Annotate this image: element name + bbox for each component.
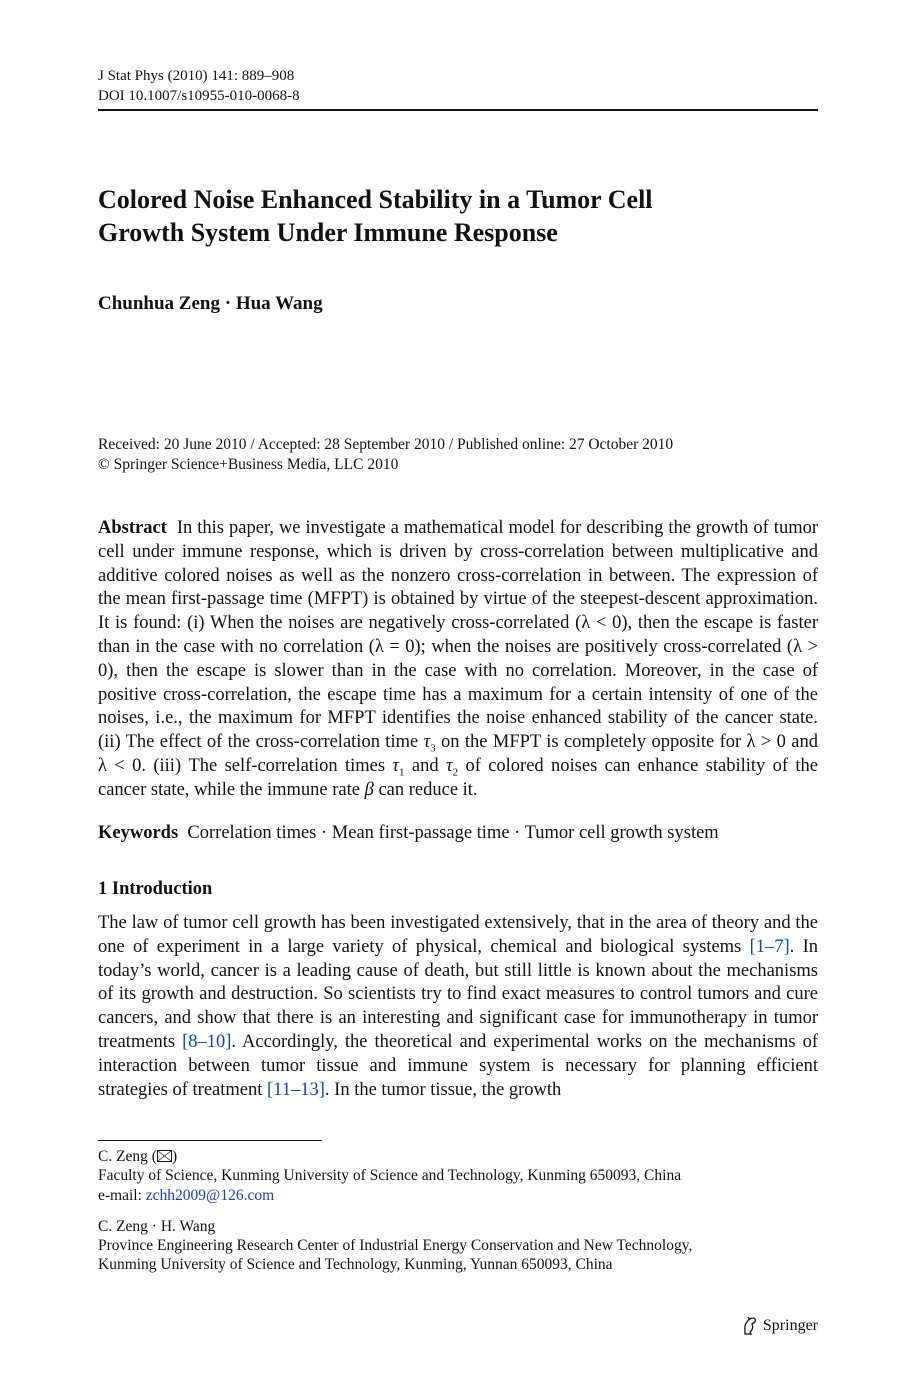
- keywords: [98, 823, 719, 844]
- envelope-icon: [157, 1150, 172, 1162]
- math-tau: τ: [392, 755, 400, 776]
- affiliation-2-line-1: Province Engineering Research Center of Industrial Energy Conservation and New Technology,: [98, 1237, 693, 1255]
- keywords-text: Correlation times · Mean first-passage time · Tumor cell growth system: [187, 823, 719, 843]
- journal-header: [98, 66, 300, 106]
- affiliation-2-line-2: Kunming University of Science and Technology, Kunming, Yunnan 650093, China: [98, 1256, 613, 1274]
- springer-horse-icon: [741, 1316, 759, 1336]
- publisher-logo: [741, 1316, 818, 1336]
- affiliation-1: Faculty of Science, Kunming University of Science and Technology, Kunming 650093, China: [98, 1167, 682, 1185]
- authors: Chunhua Zeng · Hua Wang: [98, 293, 323, 314]
- abstract-text: In this paper, we investigate a mathematical model for describing the growth of tumor cell under immune response, which is driven by cross-correlation between multiplicative and additive colored noises as well as the nonzero cross-correlation in between. The expression of the mean first-passage time (MFPT) is obtained by virtue of the steepest-descent approximation. It is found: (i) When the noises are negatively cross-correlated (: [98, 518, 818, 634]
- author-name: C. Zeng (: [98, 1148, 157, 1165]
- abstract-text: ), then the escape is faster than in the case with no correlation (: [98, 613, 818, 657]
- footnote-rule: [98, 1140, 322, 1141]
- history-dates: Received: 20 June 2010 / Accepted: 28 September 2010 / Published online: 27 October 2010: [98, 436, 674, 453]
- body-text: . In the tumor tissue, the growth: [324, 1079, 562, 1100]
- journal-citation: J Stat Phys (2010) 141: 889–908: [98, 68, 295, 84]
- footnotes: [98, 1147, 692, 1287]
- author-names: C. Zeng · H. Wang: [98, 1217, 216, 1235]
- math-subscript: 1: [399, 766, 405, 779]
- header-rule: [98, 109, 818, 111]
- email-link[interactable]: zchh2009@126.com: [145, 1186, 275, 1204]
- body-text: . In today’s world, cancer is a leading cause of death, but still little is known about the mechanisms of its growth and destruction. So scientists try to find exact measures to control tumors and cure cancers, and show that there is an interesting and significant case for immunotherapy in tumor treatments: [98, 936, 818, 1052]
- math-beta: β: [364, 779, 374, 800]
- abstract-text: of colored noises can enhance stability of the cancer state, while the immune rate: [98, 755, 818, 800]
- affiliation-note: [98, 1217, 692, 1275]
- abstract-text: ); when the noises are positively cross-correlated (: [414, 636, 794, 657]
- abstract: [98, 517, 818, 803]
- math-tau: τ: [423, 732, 431, 753]
- math-lambda: λ < 0: [581, 613, 622, 634]
- email-label: e-mail:: [98, 1186, 146, 1204]
- abstract-text: and: [404, 755, 446, 776]
- section-heading-introduction: 1 Introduction: [98, 879, 213, 899]
- title-line-1: Colored Noise Enhanced Stability in a Tumor Cell: [98, 185, 653, 214]
- abstract-text: . (iii) The self-correlation times: [141, 755, 393, 776]
- body-text: . Accordingly, the theoretical and experimental works on the mechanisms of interaction between tumor tissue and immune system is necessary for planning efficient strategies of treatment: [98, 1031, 818, 1100]
- math-tau: τ: [445, 755, 453, 776]
- publisher-name: Springer: [762, 1317, 818, 1334]
- keywords-label: Keywords: [98, 823, 179, 843]
- math-lambda: λ = 0: [374, 636, 415, 657]
- corresponding-author: [98, 1147, 692, 1166]
- title-line-2: Growth System Under Immune Response: [98, 218, 558, 247]
- math-subscript: 3: [430, 742, 436, 755]
- abstract-text: on the MFPT is completely opposite for: [435, 732, 747, 753]
- citation-link[interactable]: [11–13]: [267, 1079, 325, 1100]
- citation-link[interactable]: [1–7]: [749, 936, 790, 957]
- publication-dates: [98, 435, 673, 475]
- abstract-text: can reduce it.: [373, 779, 478, 800]
- copyright: © Springer Science+Business Media, LLC 2010: [98, 456, 399, 473]
- abstract-text: and: [785, 732, 818, 753]
- abstract-text: ), then the escape is slower than in the case with no correlation. Moreover, in the case of positive cross-correlation, the escape time has a maximum for a certain intensity of one of the noises, i.e., the maximum for MFPT identifies the noise enhanced stability of the cancer state. (ii) The effect of the cross-correlation time: [98, 660, 818, 753]
- math-lambda: λ > 0: [746, 732, 786, 753]
- math-lambda: λ > 0: [98, 636, 818, 681]
- paren: ): [171, 1148, 178, 1165]
- math-subscript: 2: [452, 766, 459, 779]
- paper-title: [98, 183, 738, 249]
- math-lambda: λ < 0: [98, 755, 142, 776]
- body-text: The law of tumor cell growth has been investigated extensively, that in the area of theory and the one of experiment in a large variety of physical, chemical and biological systems: [98, 913, 818, 957]
- citation-link[interactable]: [8–10]: [182, 1031, 232, 1052]
- introduction-paragraph: [98, 912, 818, 1102]
- corresponding-author-note: [98, 1147, 692, 1205]
- email-line: [98, 1186, 692, 1205]
- doi: DOI 10.1007/s10955-010-0068-8: [98, 88, 300, 104]
- abstract-label: Abstract: [98, 518, 167, 538]
